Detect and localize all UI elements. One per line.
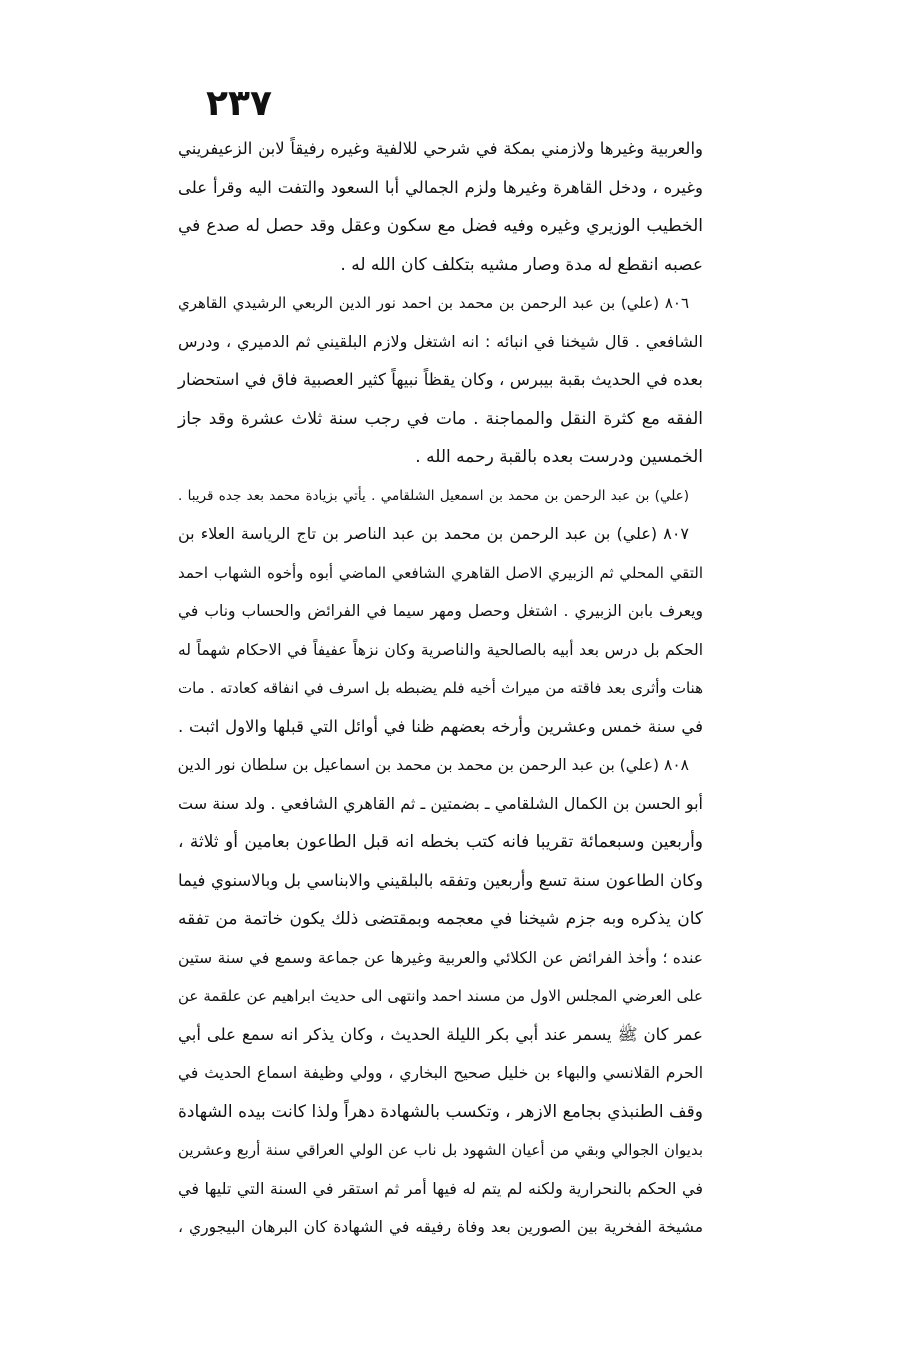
text-line: هنات وأثرى بعد فاقته من ميراث أخيه فلم يضبطه بل اسرف في انفاقه كعادته . مات xyxy=(178,679,703,697)
text-line: ويعرف بابن الزبيري . اشتغل وحصل ومهر سيما في الفرائض والحساب وناب في xyxy=(178,602,703,620)
text-line: في سنة خمس وعشرين وأرخه بعضهم ظنا في أوائل التي قبلها والاول اثبت . xyxy=(178,716,703,736)
entry-807-heading: ٨٠٧ (علي) بن عبد الرحمن بن محمد بن عبد الناصر بن تاج الرياسة العلاء بن xyxy=(178,524,689,543)
entry-806-heading: ٨٠٦ (علي) بن عبد الرحمن بن محمد بن احمد نور الدين الربعي الرشيدي القاهري xyxy=(178,294,689,312)
body-text xyxy=(178,130,703,1247)
text-line: بعده في الحديث بقبة بيبرس ، وكان يقظاً نبيهاً كثير العصبية فاق في استحضار xyxy=(178,370,703,389)
text-line: عنده ؛ وأخذ الفرائض عن الكلائي والعربية وغيرها عن جماعة وسمع في سنة ستين xyxy=(178,948,703,967)
text-line: وأربعين وسبعمائة تقريبا فانه كتب بخطه انه قبل الطاعون بعامين أو ثلاثة ، xyxy=(178,832,703,852)
text-line: عصبه انقطع له مدة وصار مشيه بتكلف كان الله له . xyxy=(340,254,703,275)
text-line: أبو الحسن بن الكمال الشلقامي ـ بضمتين ـ ثم القاهري الشافعي . ولد سنة ست xyxy=(178,793,703,813)
text-line: بديوان الجوالي وبقي من أعيان الشهود بل ناب عن الولي العراقي سنة أربع وعشرين xyxy=(178,1141,703,1159)
text-line: مشيخة الفخرية بين الصورين بعد وفاة رفيقه في الشهادة كان البرهان البيجوري ، xyxy=(178,1218,703,1236)
text-line: في الحكم بالنحرارية ولكنه لم يتم له فيها أمر ثم استقر في السنة التي تليها في xyxy=(178,1178,703,1198)
text-line: وغيره ، ودخل القاهرة وغيرها ولزم الجمالي أبا السعود والتفت اليه وقرأ على xyxy=(178,177,703,197)
text-line: كان يذكره وبه جزم شيخنا في معجمه وبمقتضى ذلك يكون خاتمة من تفقه xyxy=(178,909,703,929)
text-line: عمر كان ﷺ يسمر عند أبي بكر الليلة الحديث ، وكان يذكر انه سمع على أبي xyxy=(178,1024,703,1044)
text-line: على العرضي المجلس الاول من مسند احمد وانتهى الى حديث ابراهيم عن علقمة عن xyxy=(178,987,703,1005)
text-line: الحرم القلانسي والبهاء بن خليل صحيح البخاري ، وولي وظيفة اسماع الحديث في xyxy=(178,1064,703,1082)
text-line: وقف الطنبذي بجامع الازهر ، وتكسب بالشهادة دهراً ولذا كانت بيده الشهادة xyxy=(178,1101,703,1122)
entry-808-heading: ٨٠٨ (علي) بن عبد الرحمن بن محمد بن محمد بن اسماعيل بن سلطان نور الدين xyxy=(177,756,689,774)
text-line: التقي المحلي ثم الزبيري الاصل القاهري الشافعي الماضي أبوه وأخوه الشهاب احمد xyxy=(178,563,703,582)
text-line: وكان الطاعون سنة تسع وأربعين وتفقه بالبلقيني والابناسي بل وبالاسنوي فيما xyxy=(178,870,703,890)
text-line: والعربية وغيرها ولازمني بمكة في شرحي للالفية وغيره رفيقاً لابن الزعيفريني xyxy=(178,139,703,158)
text-line: الشافعي . قال شيخنا في انبائه : انه اشتغل ولازم البلقيني ثم الدميري ، ودرس xyxy=(178,331,703,351)
text-line: الخطيب الوزيري وغيره وفيه فضل مع سكون وعقل وقد حصل له صدع في xyxy=(178,216,703,236)
text-line: الفقه مع كثرة النقل والمماجنة . مات في رجب سنة ثلاث عشرة وقد جاز xyxy=(178,408,703,429)
text-line: الحكم بل درس بعد أبيه بالصالحية والناصرية وكان نزهاً عفيفاً في الاحكام شهماً له xyxy=(178,640,703,659)
page-number: ٢٣٧ xyxy=(206,83,272,124)
text-line: الخمسين ودرست بعده بالقبة رحمه الله . xyxy=(415,447,703,467)
cross-reference-line: (علي) بن عبد الرحمن بن محمد بن اسمعيل الشلقامي . يأتي بزيادة محمد بعد جده قريبا . xyxy=(178,487,689,504)
